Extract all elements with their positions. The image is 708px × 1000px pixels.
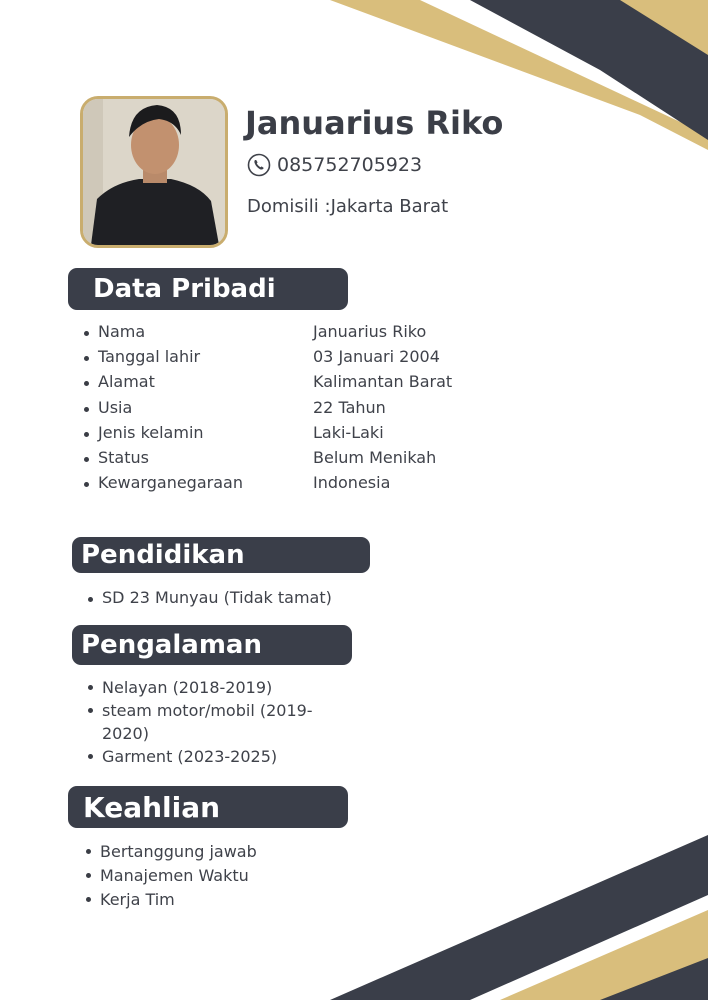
section-title-education: Pendidikan — [72, 537, 370, 573]
list-item: Garment (2023-2025) — [86, 745, 346, 768]
skills-list — [84, 840, 257, 912]
education-list — [86, 588, 332, 607]
field-value: Indonesia — [313, 473, 391, 493]
domicile: Domisili :Jakarta Barat — [247, 196, 449, 217]
experience-list — [86, 676, 346, 768]
phone-number: 085752705923 — [277, 154, 423, 176]
field-value: Kalimantan Barat — [313, 372, 453, 392]
list-item: Bertanggung jawab — [84, 840, 257, 864]
section-title-personal: Data Pribadi — [68, 268, 348, 310]
field-label: Tanggal lahir — [98, 347, 201, 367]
phone-icon — [247, 153, 271, 177]
profile-photo — [80, 96, 228, 248]
field-label: Nama — [98, 322, 146, 341]
field-label: Kewarganegaraan — [98, 473, 243, 493]
field-label: Alamat — [98, 372, 155, 392]
field-value: Belum Menikah — [313, 447, 437, 467]
field-label: Usia — [98, 397, 133, 417]
field-value: 03 Januari 2004 — [313, 347, 440, 367]
candidate-name: Januarius Riko — [245, 104, 504, 142]
field-value: Laki-Laki — [313, 422, 384, 442]
list-item: Kerja Tim — [84, 888, 257, 912]
field-value: 22 Tahun — [313, 397, 386, 417]
section-title-skills: Keahlian — [68, 786, 348, 828]
list-item: Manajemen Waktu — [84, 864, 257, 888]
field-value: Januarius Riko — [313, 322, 427, 341]
list-item: Nelayan (2018-2019) — [86, 676, 346, 699]
phone-row — [247, 153, 422, 177]
section-title-experience: Pengalaman — [72, 625, 352, 665]
field-label: Status — [98, 447, 149, 467]
field-label: Jenis kelamin — [98, 422, 204, 442]
list-item: SD 23 Munyau (Tidak tamat) — [86, 588, 332, 607]
list-item: steam motor/mobil (2019-2020) — [86, 699, 346, 745]
